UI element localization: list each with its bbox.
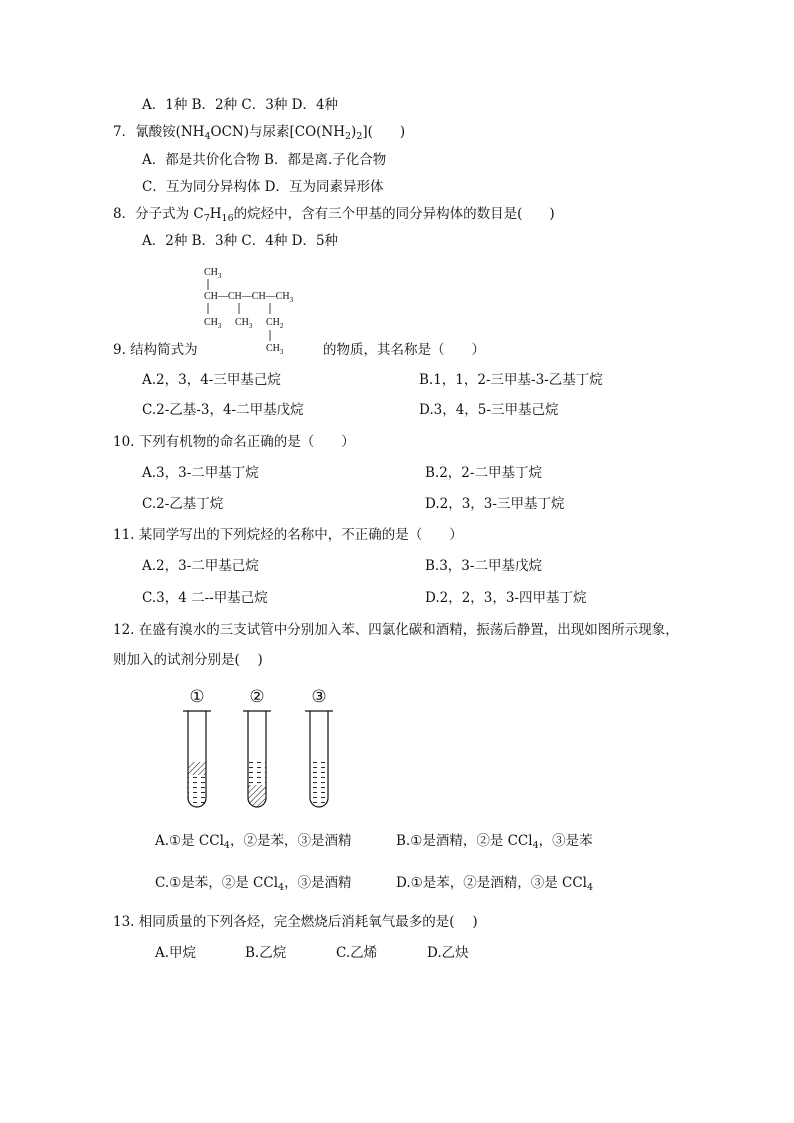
q12-option-b-sub: 4 bbox=[532, 840, 539, 851]
q11-option-b: B.3，3-二甲基戊烷 bbox=[425, 558, 542, 574]
q9-stem-a: 9. 结构简式为 bbox=[113, 342, 198, 358]
q11-stem: 11. 某同学写出的下列烷烃的名称中，不正确的是（ ） bbox=[113, 527, 463, 543]
test-tube-1 bbox=[183, 711, 211, 807]
q12-option-d bbox=[396, 874, 593, 897]
q12-option-d-sub: 4 bbox=[587, 882, 594, 893]
q9-option-a: A.2，3，4-三甲基己烷 bbox=[142, 372, 281, 388]
q8-sub-7: 7 bbox=[203, 213, 210, 224]
q12-option-a-sub: 4 bbox=[223, 840, 230, 851]
q7-sub-4: 4 bbox=[204, 131, 211, 142]
q13-option-c: C.乙烯 bbox=[336, 945, 378, 961]
q7-stem-c: ) bbox=[351, 124, 357, 140]
q9-option-c: C.2-乙基-3，4-二甲基戊烷 bbox=[142, 402, 304, 418]
q7-options-line1: A．都是共价化合物 B．都是离.子化合物 bbox=[142, 152, 387, 168]
q8-stem-c: 的烷烃中，含有三个甲基的同分异构体的数目是( ) bbox=[233, 206, 555, 222]
test-tube-3 bbox=[305, 711, 333, 807]
q7-number: 7． bbox=[113, 124, 136, 140]
q11-option-a: A.2，3-二甲基己烷 bbox=[142, 558, 259, 574]
q8-stem-b: H bbox=[209, 206, 222, 222]
q7-stem-b: OCN)与尿素[CO(NH bbox=[210, 124, 345, 140]
q7-options-line2: C．互为同分异构体 D．互为同素异形体 bbox=[142, 179, 384, 195]
tube-label-1: ① bbox=[189, 687, 205, 707]
q13-stem: 13. 相同质量的下列各烃，完全燃烧后消耗氧气最多的是( ) bbox=[113, 914, 478, 930]
tube-label-3: ③ bbox=[311, 687, 327, 707]
q12-option-c-text: C.①是苯，②是 CCl bbox=[155, 875, 279, 891]
struct-sub-ch3-a: $CH_3$ bbox=[204, 317, 222, 330]
q12-option-b bbox=[396, 832, 593, 855]
q11-option-c: C.3，4 二--甲基己烷 bbox=[142, 590, 268, 606]
q8-options: A．2种 B．3种 C．4种 D．5种 bbox=[142, 233, 339, 249]
struct-main-chain: $CH—CH—CH—CH_3$ bbox=[204, 291, 294, 304]
q11-option-d: D.2，2，3，3-四甲基丁烷 bbox=[425, 590, 587, 606]
q8-stem-a: 8．分子式为 C bbox=[113, 206, 204, 222]
q12-option-a-rest: ，②是苯，③是酒精 bbox=[229, 833, 352, 849]
q12-option-a bbox=[155, 832, 351, 855]
q12-stem-line1: 12. 在盛有溴水的三支试管中分别加入苯、四氯化碳和酒精，振荡后静置，出现如图所示现象， bbox=[113, 622, 679, 638]
q6-options: A．1种 B．2种 C．3种 D．4种 bbox=[142, 97, 339, 113]
q10-stem: 10. 下列有机物的命名正确的是（ ） bbox=[113, 434, 355, 450]
q13-option-d: D.乙炔 bbox=[427, 945, 469, 961]
q12-option-b-rest: ，③是苯 bbox=[538, 833, 593, 849]
struct-top-ch3: $CH_3$ bbox=[204, 267, 222, 280]
q12-stem-line2: 则加入的试剂分别是( ) bbox=[113, 652, 263, 668]
q10-option-a: A.3，3-二甲基丁烷 bbox=[142, 465, 259, 481]
q12-option-c bbox=[155, 874, 352, 897]
q12-option-c-rest: ，③是酒精 bbox=[284, 875, 352, 891]
q7-sub-2b: 2 bbox=[356, 131, 363, 142]
struct-sub-ch2: $CH_2$ bbox=[266, 317, 284, 330]
q13-option-a: A.甲烷 bbox=[155, 945, 197, 961]
struct-bottom-ch3: $CH_3$ bbox=[266, 343, 284, 356]
test-tube-2 bbox=[243, 711, 271, 807]
q12-option-b-text: B.①是酒精，②是 CCl bbox=[396, 833, 533, 849]
struct-sub-ch3-b: $CH_3$ bbox=[235, 317, 253, 330]
q12-option-d-text: D.①是苯，②是酒精，③是 CCl bbox=[396, 875, 588, 891]
q12-option-c-sub: 4 bbox=[278, 882, 285, 893]
tube-label-2: ② bbox=[249, 687, 265, 707]
q7-stem-d: ]( ) bbox=[362, 124, 406, 140]
q9-option-d: D.3，4，5-三甲基己烷 bbox=[419, 402, 559, 418]
q10-option-b: B.2，2-二甲基丁烷 bbox=[425, 465, 542, 481]
q13-option-b: B.乙烷 bbox=[245, 945, 287, 961]
q12-option-a-text: A.①是 CCl bbox=[155, 833, 224, 849]
q9-option-b: B.1，1，2-三甲基-3-乙基丁烷 bbox=[419, 372, 603, 388]
q8-sub-16: 16 bbox=[221, 213, 234, 224]
q10-option-c: C.2-乙基丁烷 bbox=[142, 496, 224, 512]
q7-stem-a: 氰酸铵(NH bbox=[135, 124, 205, 140]
q7-sub-2: 2 bbox=[345, 131, 352, 142]
q9-stem-b: 的物质，其名称是（ ） bbox=[323, 342, 485, 358]
q10-option-d: D.2，3，3-三甲基丁烷 bbox=[425, 496, 565, 512]
